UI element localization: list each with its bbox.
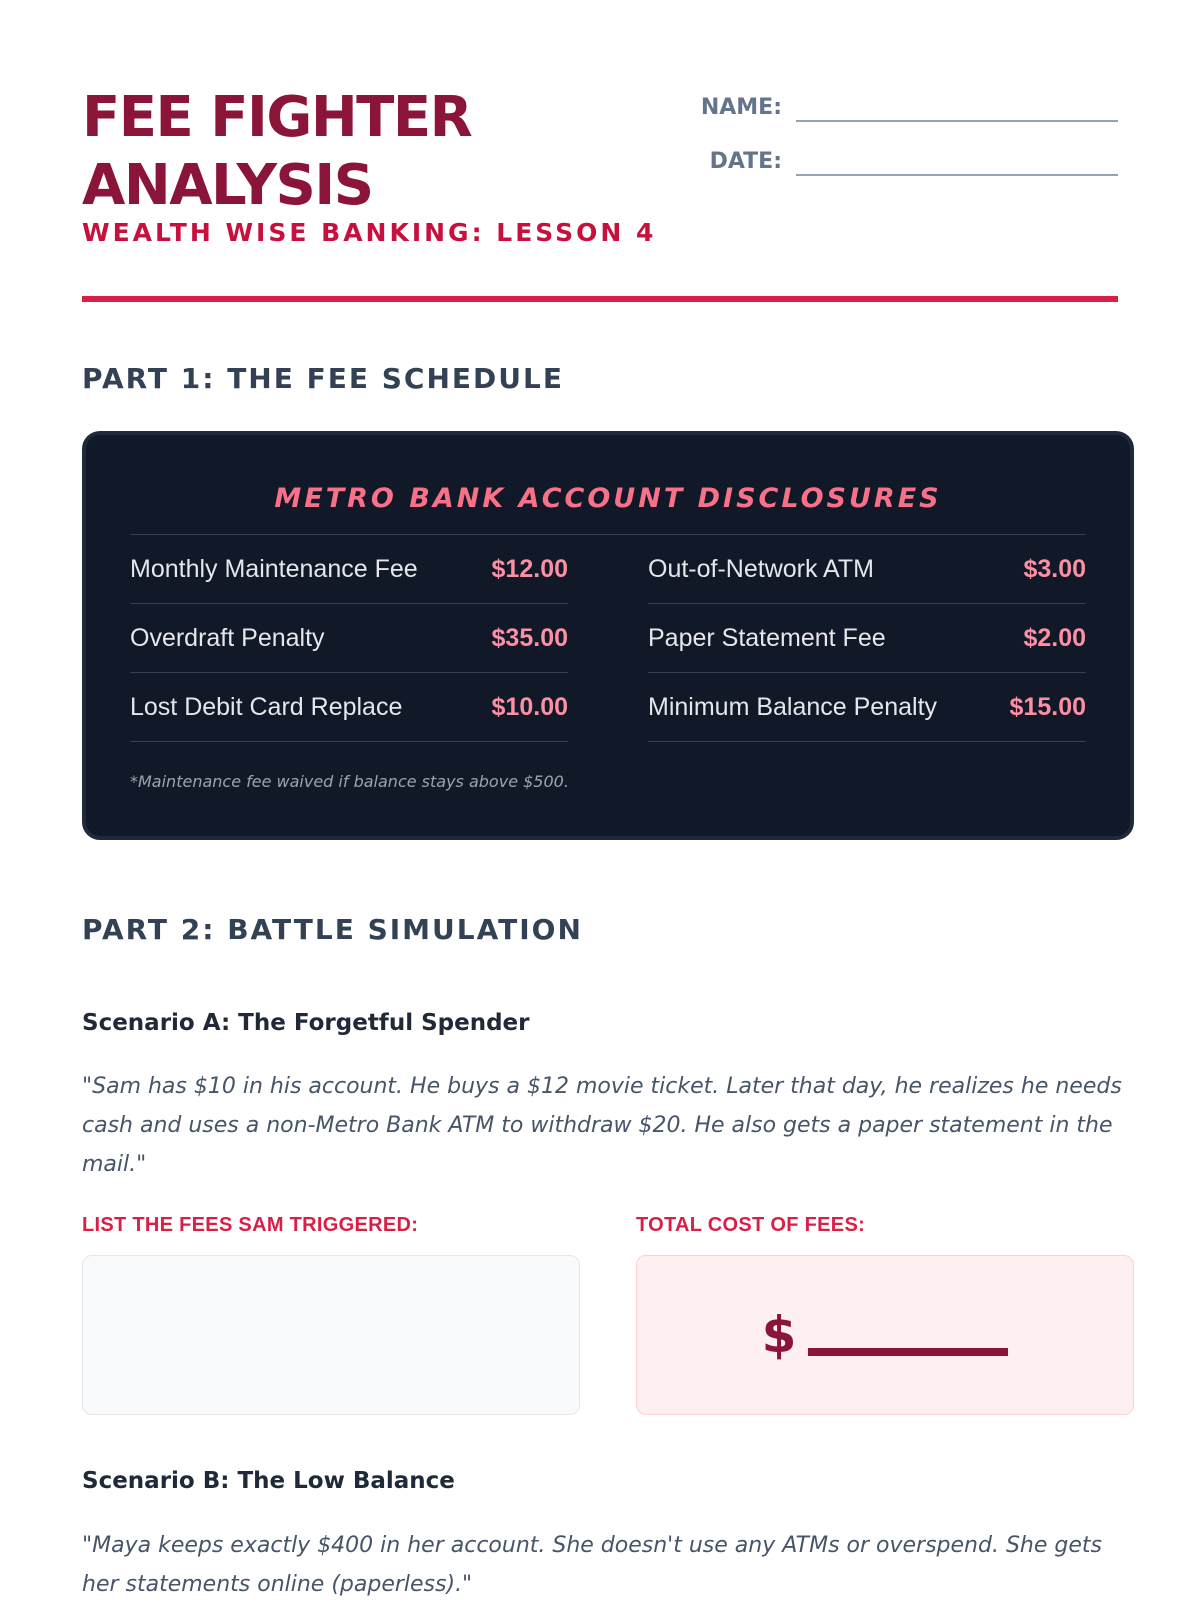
part2-title: PART 2: BATTLE SIMULATION xyxy=(82,913,583,946)
fee-card-title: METRO BANK ACCOUNT DISCLOSURES xyxy=(274,483,942,514)
total-cost-answer-box[interactable] xyxy=(636,1255,1134,1415)
name-field[interactable] xyxy=(796,120,1118,122)
fee-row xyxy=(648,535,1086,604)
total-blank-line xyxy=(808,1348,1008,1356)
student-info xyxy=(698,84,1118,192)
fee-amount: $35.00 xyxy=(491,623,568,652)
fee-grid xyxy=(130,535,1086,742)
scenario-a-text: "Sam has $10 in his account. He buys a $12 movie ticket. Later that day, he realizes he needs cash and uses a non-Metro Bank ATM to withdraw $20. He also gets a paper statement in the mail." xyxy=(82,1074,1122,1177)
date-row xyxy=(698,138,1118,176)
scenario-a-title: Scenario A: The Forgetful Spender xyxy=(82,1010,530,1036)
header-divider xyxy=(82,296,1118,302)
fee-row xyxy=(130,604,568,673)
fees-list-label: LIST THE FEES SAM TRIGGERED: xyxy=(82,1214,419,1236)
fee-column-right xyxy=(648,535,1086,742)
scenario-b-text: "Maya keeps exactly $400 in her account. She doesn't use any ATMs or overspend. She gets her statements online (paperless)." xyxy=(82,1533,1102,1597)
fee-amount: $10.00 xyxy=(491,692,568,721)
fee-row xyxy=(130,535,568,604)
scenario-b-title: Scenario B: The Low Balance xyxy=(82,1468,455,1494)
part1-title: PART 1: THE FEE SCHEDULE xyxy=(82,362,564,395)
date-label: DATE: xyxy=(709,149,782,174)
fee-name: Out-of-Network ATM xyxy=(648,554,874,583)
fee-column-left xyxy=(130,535,568,742)
fee-footnote: *Maintenance fee waived if balance stays above $500. xyxy=(130,772,569,791)
fee-row xyxy=(130,673,568,742)
fee-amount: $15.00 xyxy=(1009,692,1086,721)
fee-name: Paper Statement Fee xyxy=(648,623,886,652)
total-cost-label: TOTAL COST OF FEES: xyxy=(636,1214,866,1236)
fee-amount: $12.00 xyxy=(491,554,568,583)
fee-schedule-card xyxy=(82,431,1134,840)
lesson-subtitle: WEALTH WISE BANKING: LESSON 4 xyxy=(82,218,657,247)
fee-name: Lost Debit Card Replace xyxy=(130,692,403,721)
fee-name: Overdraft Penalty xyxy=(130,623,325,652)
name-row xyxy=(698,84,1118,122)
fee-name: Minimum Balance Penalty xyxy=(648,692,938,721)
currency-symbol: $ xyxy=(761,1306,797,1364)
name-label: NAME: xyxy=(700,95,782,120)
worksheet-header xyxy=(82,0,1118,306)
fee-amount: $2.00 xyxy=(1023,623,1086,652)
page-title: FEE FIGHTER ANALYSIS xyxy=(82,85,472,218)
fee-amount: $3.00 xyxy=(1023,554,1086,583)
fee-row xyxy=(648,604,1086,673)
date-field[interactable] xyxy=(796,174,1118,176)
fee-row xyxy=(648,673,1086,742)
fees-list-answer-box[interactable] xyxy=(82,1255,580,1415)
fee-name: Monthly Maintenance Fee xyxy=(130,554,418,583)
